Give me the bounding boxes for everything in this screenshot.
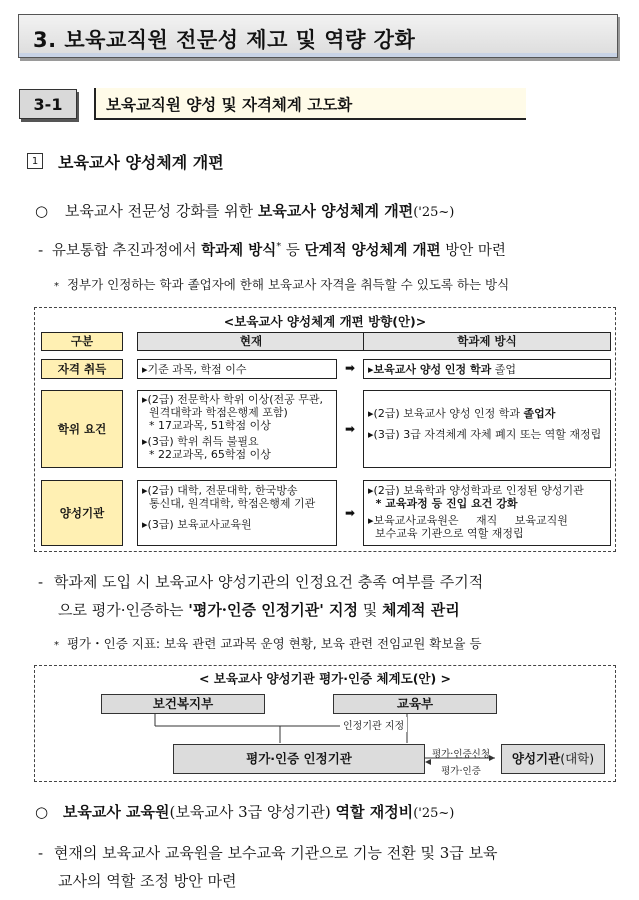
- bullet2-bold-1: 보육교사 교육원: [62, 803, 170, 821]
- dash-text-3: 방안 마련: [440, 243, 506, 259]
- col-header-category: 구분: [41, 332, 123, 351]
- row1-new: [363, 359, 611, 379]
- arrow-right-icon: ➡: [345, 506, 356, 520]
- note-text: 정부가 인정하는 학과 졸업자에 한해 보육교사 자격을 취득할 수 있도록 하는 방식: [66, 277, 510, 292]
- row3-current-line: ▸(3급) 보육교사교육원: [142, 518, 252, 531]
- row2-current-line: ▸(3급) 학위 취득 불필요: [142, 435, 259, 448]
- arrow-right-icon: ➡: [345, 422, 356, 436]
- row1-new-tail: 졸업: [491, 363, 517, 376]
- note2-text: 평가・인증 지표: 보육 관련 교과목 운영 현황, 보육 관련 전임교원 확보율 등: [66, 636, 482, 651]
- subsection-title: 보육교직원 양성 및 자격체계 고도화: [106, 96, 353, 114]
- dash-line-3: [38, 842, 498, 863]
- bullet2-bold-2: 역할 재정비: [335, 803, 414, 821]
- row3-new: [363, 480, 611, 546]
- dash2-line2: 으로 평가·인증하는: [58, 601, 189, 619]
- note-symbol: *: [54, 281, 59, 292]
- dash2-bold-2: 체계적 관리: [382, 601, 460, 619]
- row2-current-line: 원격대학과 학점은행제 포함): [142, 406, 288, 419]
- dash-line-1: [38, 239, 506, 260]
- row-label-degree: 학위 요건: [41, 390, 123, 468]
- row2-new: [363, 390, 611, 468]
- node-ministry-health-welfare: 보건복지부: [101, 694, 265, 714]
- item-number-box: 1: [27, 153, 43, 169]
- row-label-institution: 양성기관: [41, 480, 123, 546]
- dash-line-2: [38, 571, 483, 592]
- col-header-new: 학과제 방식: [363, 332, 611, 351]
- row1-current-text: ▸기준 과목, 학점 이수: [142, 363, 247, 376]
- dash-text-2: 등: [281, 243, 305, 259]
- section-title: 3. 보육교직원 전문성 제고 및 역량 강화: [33, 28, 416, 52]
- dash3-line1: 현재의 보육교사 교육원을 보수교육 기관으로 기능 전환 및 3급 보육: [53, 844, 498, 862]
- row1-new-bold: ▸보육교사 양성 인정 학과: [368, 363, 492, 376]
- dash-text-1: 유보통합 추진과정에서: [51, 243, 202, 259]
- dash-bold-2: 단계적 양성체계 개편: [304, 243, 441, 259]
- dash-symbol: -: [38, 243, 44, 259]
- bullet-tail: ('25~): [413, 205, 455, 220]
- note-symbol: *: [54, 640, 59, 651]
- section-header: [18, 14, 618, 58]
- accreditation-diagram-box: [34, 665, 616, 782]
- bullet-symbol: ○: [35, 202, 49, 220]
- bullet-text-bold: 보육교사 양성체계 개편: [257, 202, 414, 220]
- footnote-2: [54, 634, 482, 652]
- row1-current: [137, 359, 337, 379]
- row2-new-b: ▸(3급) 3급 자격체계 자체 폐지 또는 역할 재정립: [368, 428, 602, 441]
- row2-current-line: * 22교과목, 65학점 이상: [142, 448, 271, 461]
- row3-current: [137, 480, 337, 546]
- dash2-line1: 학과제 도입 시 보육교사 양성기관의 인정요건 충족 여부를 주기적: [53, 573, 484, 591]
- row2-new-a-bold: 졸업자: [523, 407, 556, 420]
- dash3-line2: 교사의 역할 조정 방안 마련: [58, 872, 237, 890]
- node-inst-tail: (대학): [560, 751, 595, 766]
- row2-new-a: ▸(2급) 보육교사 양성 인정 학과: [368, 407, 524, 420]
- col-header-current: 현재: [137, 332, 365, 351]
- bullet-line-2: [35, 801, 454, 822]
- arrow-right-icon: ➡: [345, 361, 356, 375]
- bullet-line-1: [35, 200, 454, 221]
- node-ministry-education: 교육부: [333, 694, 497, 714]
- edge-label-designation: 인정기관 지정: [340, 717, 407, 732]
- table-title: <보육교사 양성체계 개편 방향(안)>: [223, 314, 427, 329]
- diagram-title: < 보육교사 양성기관 평가·인증 체계도(안) >: [198, 671, 452, 686]
- flow-label-accredit: 평가·인증: [441, 766, 481, 777]
- dash-line-2b: [58, 599, 460, 620]
- item-title: 보육교사 양성체계 개편: [58, 153, 224, 172]
- dash-bold-1: 학과제 방식: [201, 243, 277, 259]
- bullet2-text: (보육교사 3급 양성기관): [169, 803, 336, 821]
- node-accreditation-agency: 평가·인증 인정기관: [173, 744, 425, 774]
- row3-new-b: ▸보육교사교육원은 재직 보육교직원: [368, 514, 568, 527]
- row3-new-b2: 보수교육 기관으로 역할 재정립: [368, 527, 524, 540]
- row2-current-line: ▸(2급) 전문학사 학위 이상(전공 무관,: [142, 393, 324, 406]
- row-label-qualification: 자격 취득: [41, 359, 123, 379]
- dash2-mid: 및: [358, 601, 383, 619]
- row2-current-line: * 17교과목, 51학점 이상: [142, 419, 271, 432]
- row2-new-line-a: [368, 407, 606, 420]
- bullet2-tail: ('25~): [413, 806, 455, 821]
- dash-symbol: -: [38, 573, 44, 591]
- row3-new-a: ▸(2급) 보육학과 양성학과로 인정된 양성기관: [368, 484, 584, 497]
- bullet-symbol: ○: [35, 803, 49, 821]
- subsection-title-box: [94, 88, 526, 120]
- row3-new-a-bold: * 교육과정 등 진입 요건 강화: [368, 497, 518, 510]
- dash2-bold-1: '평가·인증 인정기관' 지정: [188, 601, 358, 619]
- comparison-table-box: [34, 307, 616, 552]
- dash-symbol: -: [38, 844, 44, 862]
- bullet-text: 보육교사 전문성 강화를 위한: [64, 202, 258, 220]
- flow-label-apply: 평가·인증신청: [431, 749, 491, 760]
- row2-current: [137, 390, 337, 468]
- node-inst-label: 양성기관: [511, 751, 561, 766]
- footnote-1: [54, 275, 509, 293]
- subsection-number: 3-1: [19, 89, 77, 119]
- row3-current-line: ▸(2급) 대학, 전문대학, 한국방송: [142, 484, 298, 497]
- footnote-mark: *: [276, 241, 282, 253]
- row3-current-line: 통신대, 원격대학, 학점은행제 기관: [142, 497, 316, 510]
- node-training-institution: [501, 744, 605, 774]
